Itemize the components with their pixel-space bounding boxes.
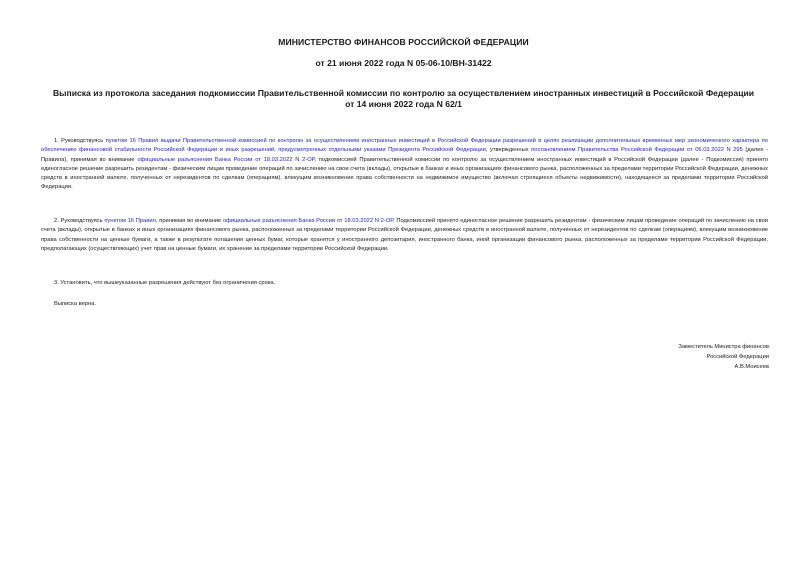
signer-name: А.В.Моисеев: [734, 364, 769, 370]
link-government-decree-295[interactable]: постановлением Правительства Российской Федерации от 06.03.2022 N 295: [531, 147, 743, 154]
link-rules-point-16[interactable]: пунктом 16 Правил: [104, 218, 156, 224]
link-bank-of-russia-clarifications[interactable]: официальные разъяснения Банка России от 18.03.2022 N 2-ОР: [222, 218, 394, 224]
paragraph-1-text: (далее - Правила), принимая во внимание: [41, 147, 768, 163]
paragraph-2-text: , принимая во внимание: [155, 218, 223, 224]
paragraph-3: 3. Установить, что вышеуказанные разрешения действуют без ограничения срока.: [54, 280, 276, 286]
paragraph-2-text: 2. Руководствуясь: [54, 218, 105, 224]
document-title-date: от 14 июня 2022 года N 62/1: [345, 99, 462, 109]
paragraph-1-text: , утвержденных: [485, 147, 532, 154]
paragraph-1-text: 1. Руководствуясь: [54, 138, 106, 144]
paragraph-2-text: , Подкомиссией принято единогласное решение разрешить резидентам - физическим лицам проведение операций по зачислению на свои счета (вклады), открытые в банках и иных организациях финансового рынка, расположенных за пределами территории Российской Федерации, денежных средств в иностранной валюте, полученных от нерезидентов по сделкам (операциям), влекущим возникновение права собственности на ценные бумаги, а также в результате погашения ценных бумаг, которые хранятся у иностранного депозитария, иностранного банка, иной организации финансового рынка, расположенных за пределами территории Российской Федерации, предполагающих (осуществляющих) учет прав на ценные бумаги, их хранение за пределами территории Российской Федерации.: [41, 218, 769, 252]
signature-block: [569, 342, 769, 372]
certified-extract-note: Выписка верна.: [54, 301, 96, 307]
link-bank-of-russia-clarifications[interactable]: официальные разъяснения Банка России от 18.03.2022 N 2-ОР: [137, 156, 315, 163]
paragraph-1-text: , подкомиссией Правительственной комиссии по контролю за осуществлением иностранных инвестиций в Российской Федерации (далее - Подкомиссия) принято единогласное решение разрешить резидентам - физическим лицам проведение операций по зачислению на свои счета (вклады), открытые в банках и иных организациях финансового рынка, расположенных за пределами территории Российской Федерации, денежных средств в иностранной валюте, полученных от нерезидентов по сделкам (операциям), влекущим возникновение права собственности на недвижимое имущество (включая строящиеся объекты недвижимости), находящееся за пределами территории Российской Федерации.: [41, 156, 768, 191]
signer-organization: Российской Федерации: [706, 354, 769, 360]
signer-position: Заместитель Министра финансов: [678, 344, 769, 350]
paragraph-1: [41, 137, 768, 193]
paragraph-2: [41, 217, 768, 254]
document-date-number: от 21 июня 2022 года N 05-06-10/ВН-31422: [315, 58, 492, 68]
document-title: Выписка из протокола заседания подкомиссии Правительственной комиссии по контролю за осуществлением иностранных инвестиций в Российской Федерации: [52, 88, 755, 98]
ministry-heading: МИНИСТЕРСТВО ФИНАНСОВ РОССИЙСКОЙ ФЕДЕРАЦИИ: [278, 37, 529, 47]
link-rules-point-16[interactable]: пунктом 16 Правил выдачи Правительственной комиссией по контролю за осуществлением иностранных инвестиций в Российской Федерации разрешений в целях реализации дополнительных временных мер экономического характера по обеспечению финансовой стабильности Российской Федерации и иных разрешений, предусмотренных отдельными указами Президента Российской Федерации: [41, 138, 768, 154]
